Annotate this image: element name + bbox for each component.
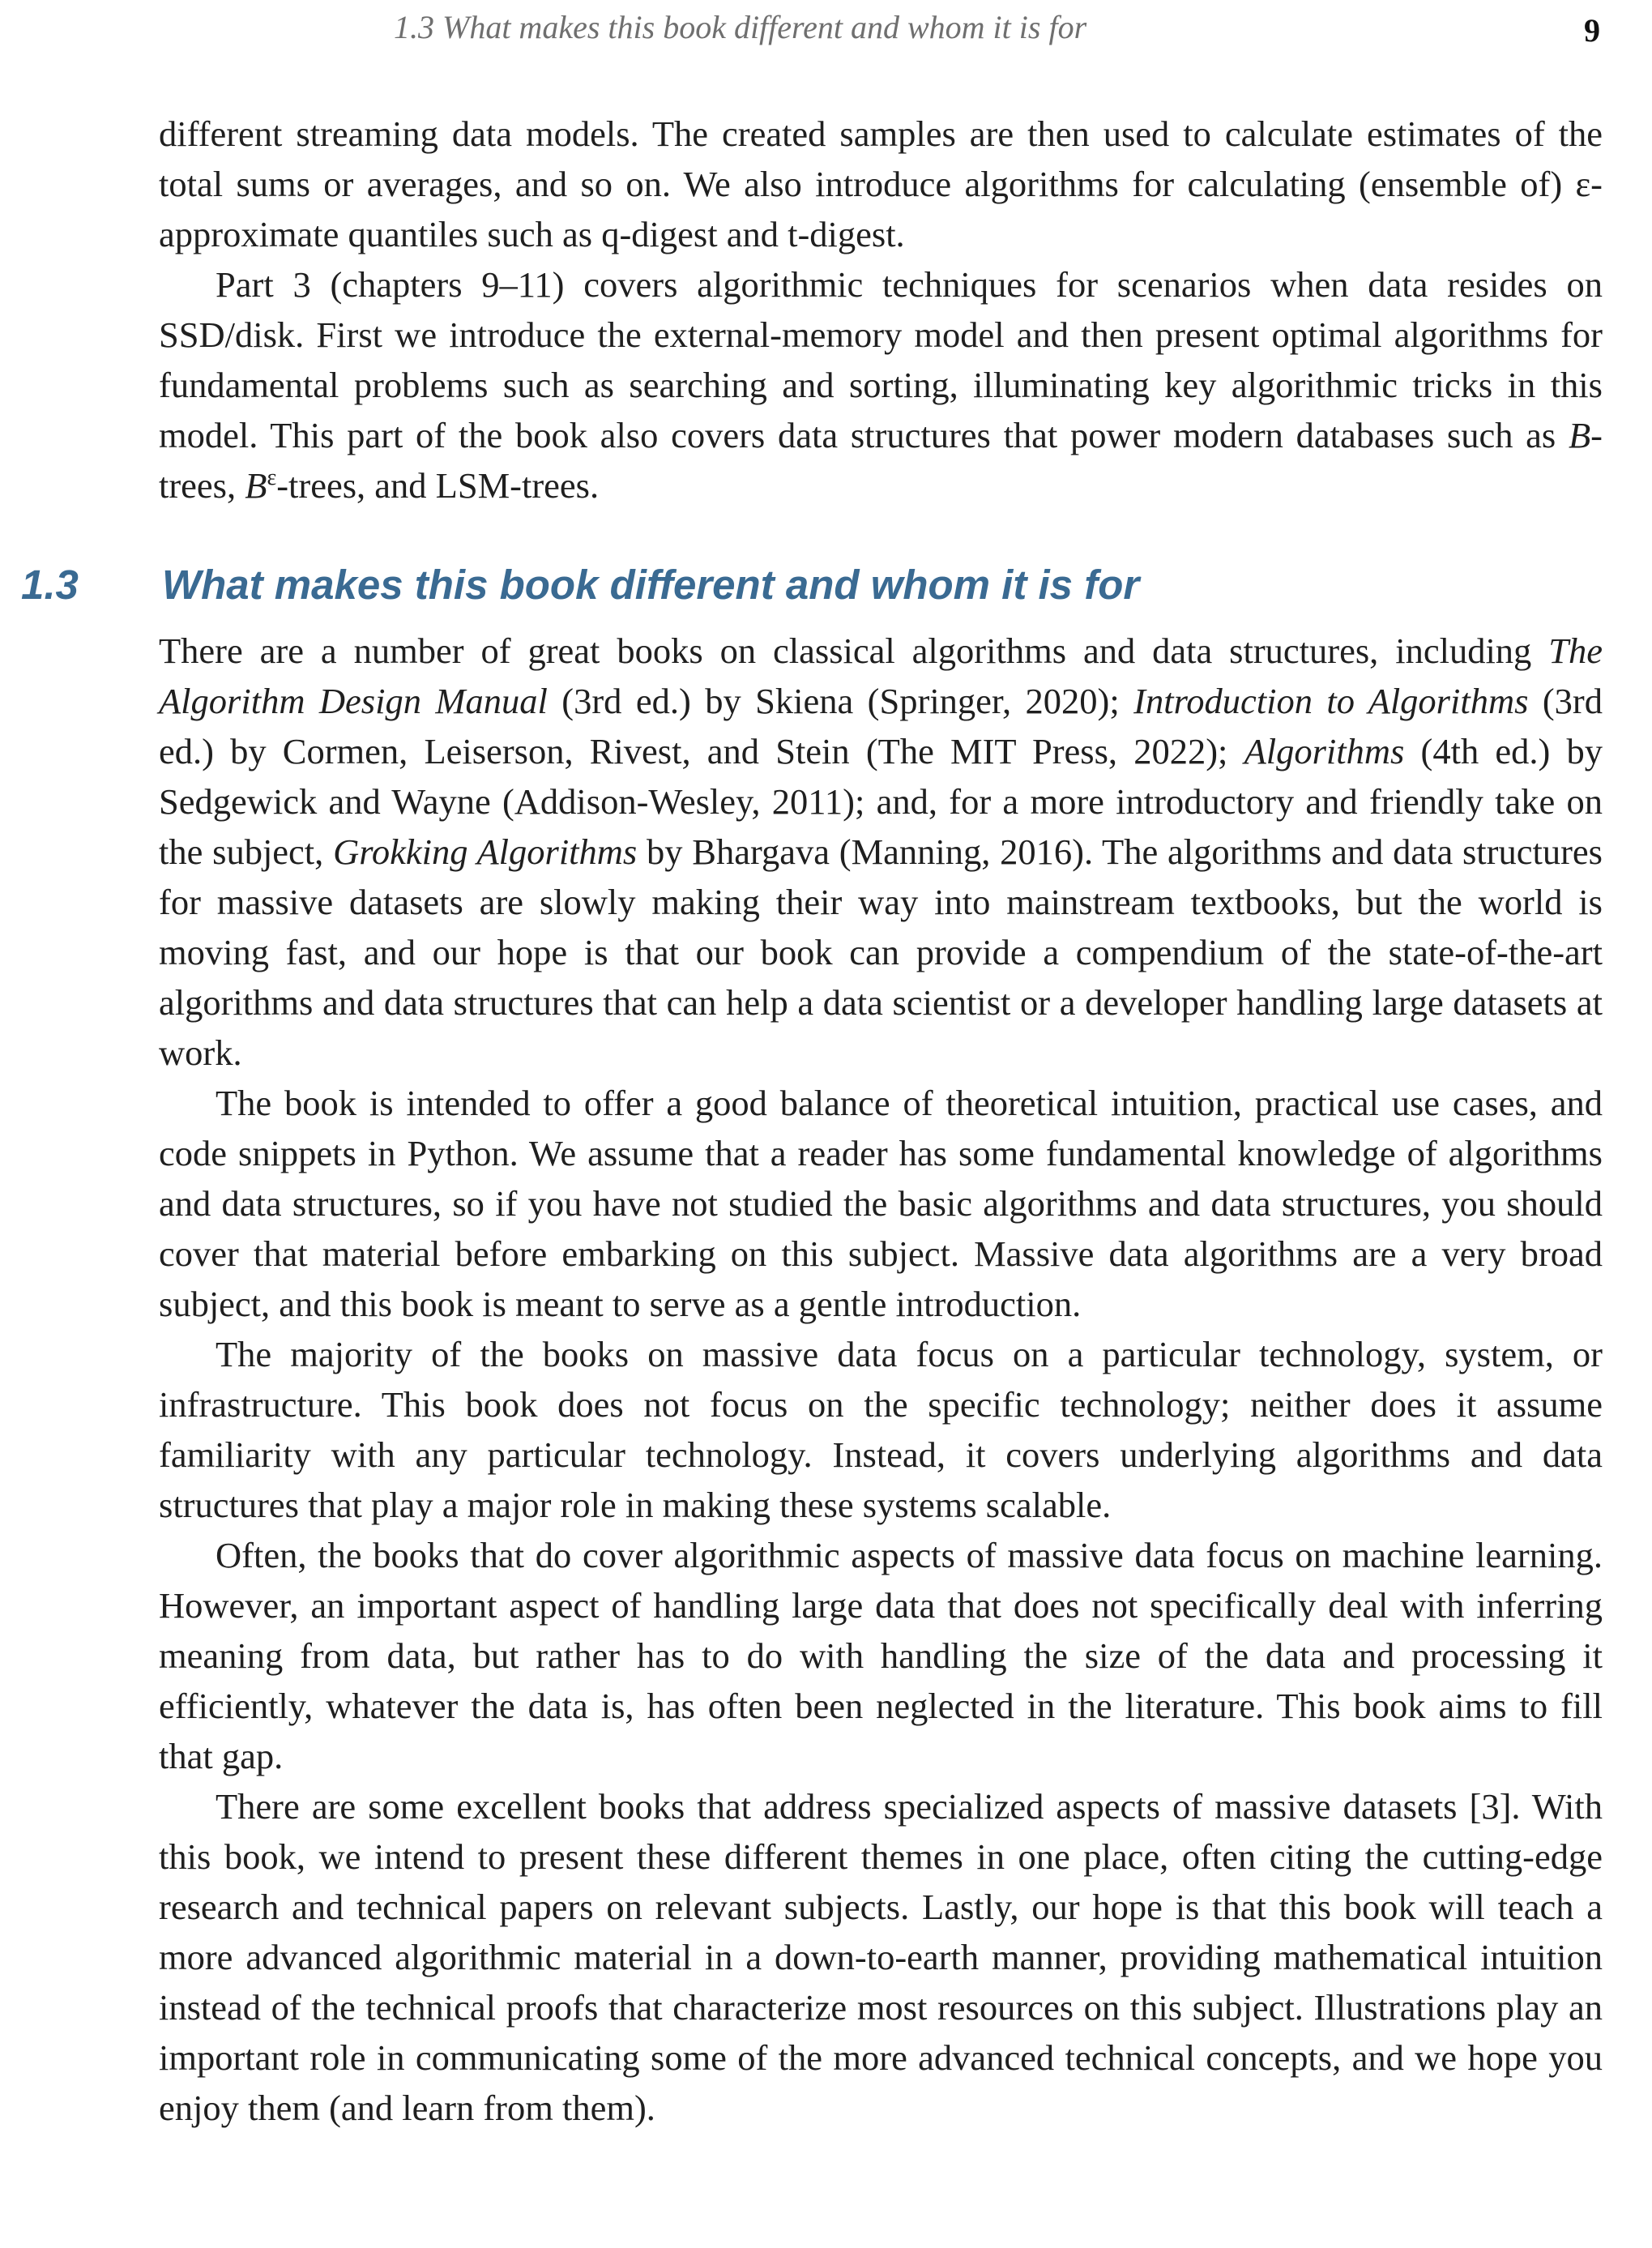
paragraph: There are some excellent books that address specialized aspects of massive datasets [3]. With this book, we intend to present these different themes in one place, often citing the cutting-edge research and technical papers on relevant subjects. Lastly, our hope is that this book will teach a more advanced algorithmic material in a down-to-earth manner, providing mathematical intuition instead of the technical proofs that characterize most resources on this subject. Illustrations play an important role in communicating some of the more advanced technical concepts, and we hope you enjoy them (and learn from them).	[159, 1786, 1603, 2128]
section-body	[159, 626, 1603, 2133]
paragraph-text: Part 3 (chapters 9–11) covers algorithmic techniques for scenarios when data resides on SSD/disk. First we introduce the external-memory model and then present optimal algorithms for fundamental problems such as searching and sorting, illuminating key algorithmic tricks in this model. This part of the book also covers data structures that power modern databases such as	[159, 264, 1603, 455]
book-title: Introduction to Algorithms	[1133, 681, 1529, 721]
book-title: Grokking Algorithms	[333, 831, 638, 872]
paragraph	[159, 109, 1603, 259]
paragraph	[159, 259, 1603, 511]
paragraph: Often, the books that do cover algorithmic aspects of massive data focus on machine learning. However, an important aspect of handling large data that does not specifically deal with inferring meaning from data, but rather has to do with handling the size of the data and processing it efficiently, whatever the data is, has often been neglected in the literature. This book aims to fill that gap.	[159, 1535, 1603, 1776]
bepsilon-label: B	[245, 465, 267, 506]
paragraph-text: different streaming data models. The created samples are then used to calculate estimates of the total sums or averages, and so on. We also introduce algorithms for calculating (ensemble of) ε-approximate quantiles such as q-digest and t-digest.	[159, 113, 1603, 254]
paragraph-text: -trees,	[159, 415, 1603, 506]
running-head	[159, 8, 1600, 49]
btree-label: B	[1568, 415, 1591, 455]
paragraph-text: (3rd ed.) by Skiena (Springer, 2020);	[547, 681, 1134, 721]
paragraph-text: There are a number of great books on classical algorithms and data structures, including	[159, 630, 1549, 671]
paragraph-text: (3rd ed.) by Cormen, Leiserson, Rivest, and Stein (The MIT Press, 2022);	[159, 681, 1603, 771]
paragraph-text: by Bhargava (Manning, 2016). The algorithms and data structures for massive datasets are slowly making their way into mainstream textbooks, but the world is moving fast, and our hope is that our book can provide a compendium of the state-of-the-art algorithms and data structures that can help a data scientist or a developer handling large datasets at work.	[159, 831, 1603, 1073]
paragraph	[159, 626, 1603, 1078]
book-title: The Algorithm Design Manual	[159, 630, 1603, 721]
section-title: What makes this book different and whom it is for	[162, 562, 1140, 608]
book-title: Algorithms	[1244, 731, 1405, 771]
epsilon-superscript: ε	[267, 465, 277, 491]
section-number: 1.3	[21, 562, 79, 608]
running-head-title: 1.3 What makes this book different and whom it is for	[394, 9, 1087, 45]
section-heading	[0, 556, 1652, 613]
paragraph: The book is intended to offer a good balance of theoretical intuition, practical use cases, and code snippets in Python. We assume that a reader has some fundamental knowledge of algorithms and data structures, so if you have not studied the basic algorithms and data structures, you should cover that material before embarking on this subject. Massive data algorithms are a very broad subject, and this book is meant to serve as a gentle introduction.	[159, 1083, 1603, 1324]
paragraph-text: -trees, and LSM-trees.	[276, 465, 600, 506]
paragraph: The majority of the books on massive data focus on a particular technology, system, or infrastructure. This book does not focus on the specific technology; neither does it assume familiarity with any particular technology. Instead, it covers underlying algorithms and data structures that play a major role in making these systems scalable.	[159, 1334, 1603, 1525]
paragraph-text: (4th ed.) by Sedgewick and Wayne (Addison-Wesley, 2011); and, for a more introductory and friendly take on the subject,	[159, 731, 1603, 872]
intro-continuation	[159, 109, 1603, 511]
page-number: 9	[1584, 12, 1600, 49]
